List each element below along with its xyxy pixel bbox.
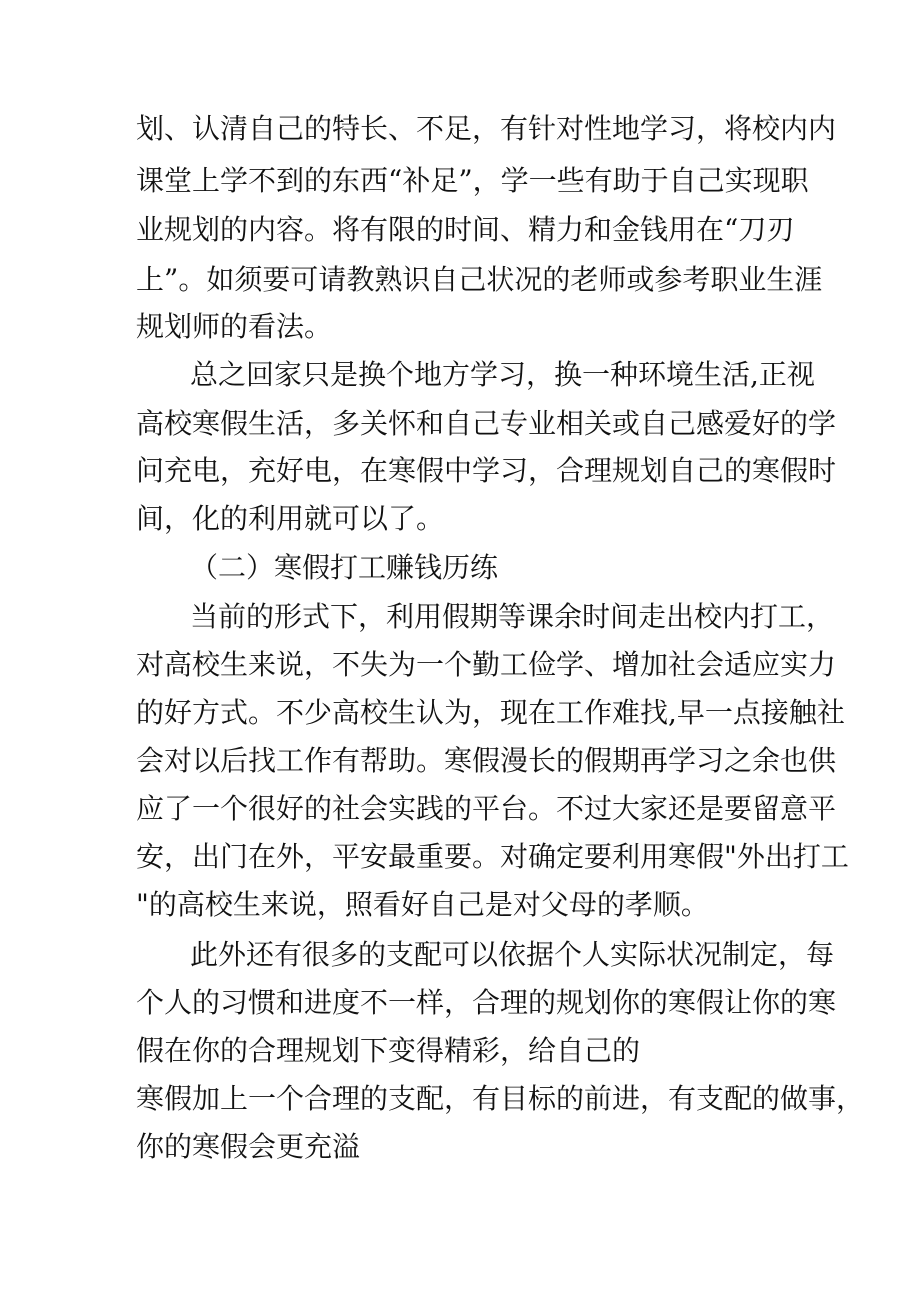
paragraph-1-line-5: 规划师的看法。 — [136, 310, 333, 343]
paragraph-4-line-2: 个人的习惯和进度不一样，合理的规划你的寒假让你的寒 — [136, 986, 837, 1019]
paragraph-3-line-5: 应了一个很好的社会实践的平台。不过大家还是要留意平 — [136, 792, 837, 825]
paragraph-3-line-1: 当前的形式下，利用假期等课余时间走出校内打工， — [190, 600, 835, 633]
paragraph-1-line-1: 划、认清自己的特长、不足，有针对性地学习，将校内内 — [136, 112, 837, 145]
paragraph-3-line-2: 对高校生来说，不失为一个勤工俭学、增加社会适应实力 — [136, 648, 837, 681]
paragraph-4-line-4: 寒假加上一个合理的支配，有目标的前进，有支配的做事， — [136, 1082, 865, 1115]
paragraph-2-line-3: 问充电，充好电，在寒假中学习，合理规划自己的寒假时 — [136, 454, 837, 487]
paragraph-2-line-2: 高校寒假生活，多关怀和自己专业相关或自己感爱好的学 — [136, 407, 837, 440]
paragraph-3-line-3: 的好方式。不少高校生认为，现在工作难找,早一点接触社 — [136, 696, 845, 729]
paragraph-3-line-7: "的高校生来说，照看好自己是对父母的孝顺。 — [136, 888, 709, 921]
paragraph-4-line-5: 你的寒假会更充溢 — [136, 1130, 361, 1163]
paragraph-1-line-2: 课堂上学不到的东西“补足”，学一些有助于自己实现职 — [136, 164, 809, 197]
paragraph-1-line-4: 上”。如须要可请教熟识自己状况的老师或参考职业生涯 — [136, 263, 823, 296]
paragraph-3-line-4: 会对以后找工作有帮助。寒假漫长的假期再学习之余也供 — [136, 744, 837, 777]
paragraph-2-line-4: 间，化的利用就可以了。 — [136, 502, 445, 535]
paragraph-3-line-6: 安，出门在外，平安最重要。对确定要利用寒假"外出打工 — [136, 840, 849, 873]
paragraph-4-line-3: 假在你的合理规划下变得精彩，给自己的 — [136, 1034, 641, 1067]
section-heading: （二）寒假打工赚钱历练 — [190, 551, 499, 584]
paragraph-2-line-1: 总之回家只是换个地方学习，换一种环境生活,正视 — [190, 358, 815, 391]
paragraph-1-line-3: 业规划的内容。将有限的时间、精力和金钱用在“刀刃 — [136, 213, 795, 246]
paragraph-4-line-1: 此外还有很多的支配可以依据个人实际状况制定，每 — [190, 938, 835, 971]
